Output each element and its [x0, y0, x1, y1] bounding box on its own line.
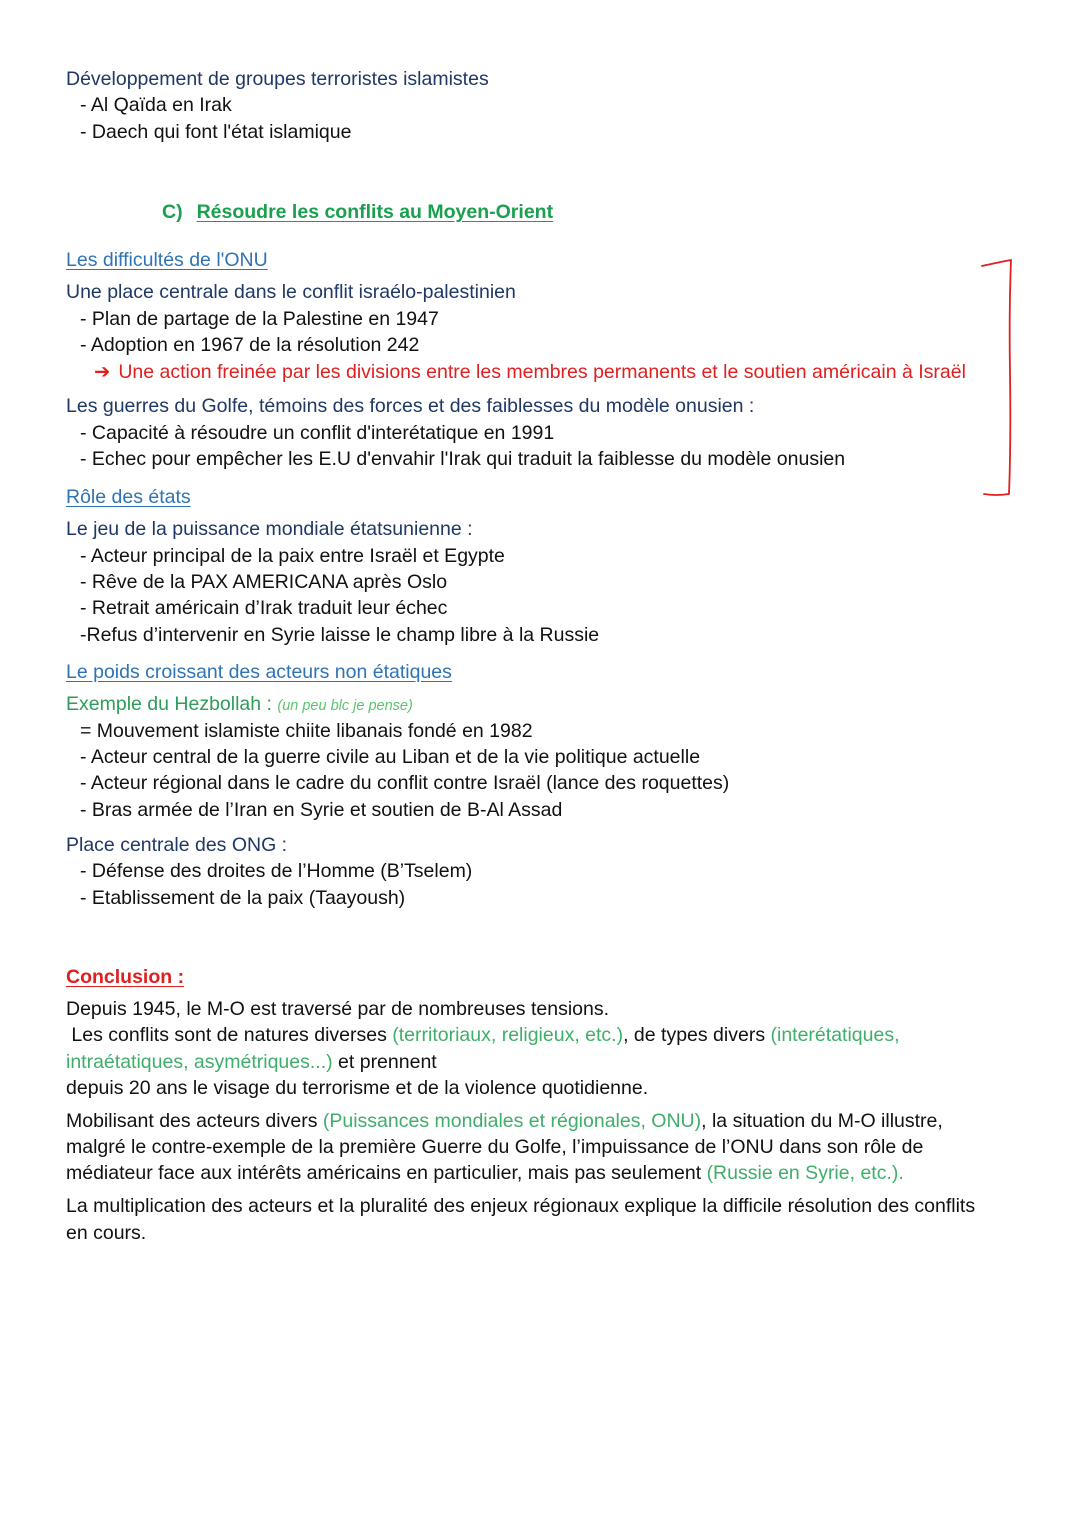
conclusion-line — [66, 1049, 437, 1075]
conclusion-line — [66, 1022, 900, 1048]
green-text-span: (territoriaux, religieux, etc.) — [392, 1024, 624, 1046]
text-span: , la situation du M-O illustre, — [701, 1110, 943, 1132]
conclusion-title: Conclusion : — [66, 966, 185, 988]
list-item: - Echec pour empêcher les E.U d'envahir l'Irak qui traduit la faiblesse du modèle onusien — [80, 448, 846, 470]
green-text-span: (interétatiques, — [770, 1024, 900, 1046]
hezbollah-title: Exemple du Hezbollah : — [66, 693, 272, 715]
green-text-span: (Russie en Syrie, etc.). — [706, 1162, 904, 1184]
text-span: Mobilisant des acteurs divers — [66, 1110, 323, 1132]
conclusion-line — [66, 1160, 904, 1186]
list-item: - Adoption en 1967 de la résolution 242 — [80, 334, 420, 356]
section-title-text: Résoudre les conflits au Moyen-Orient — [196, 201, 554, 223]
ong-subheading: Place centrale des ONG : — [66, 834, 288, 856]
text-span: médiateur face aux intérêts américains en particulier, mais pas seulement — [66, 1162, 707, 1184]
text-span: , de types divers — [623, 1024, 771, 1046]
section-c-title — [162, 199, 553, 225]
text-span: Les conflits sont de natures diverses — [66, 1024, 393, 1046]
onu-subheading-2: Les guerres du Golfe, témoins des forces et des faiblesses du modèle onusien : — [66, 395, 755, 417]
onu-heading: Les difficultés de l'ONU — [66, 249, 268, 271]
section-letter: C) — [162, 201, 183, 223]
list-item: - Acteur principal de la paix entre Israël et Egypte — [80, 545, 505, 567]
list-item: - Acteur régional dans le cadre du conflit contre Israël (lance des roquettes) — [80, 772, 730, 794]
green-text-span: intraétatiques, asymétriques...) — [66, 1051, 333, 1073]
text-span: et prennent — [332, 1051, 437, 1073]
list-item: - Acteur central de la guerre civile au Liban et de la vie politique actuelle — [80, 746, 701, 768]
conclusion-line: malgré le contre-exemple de la première Guerre du Golfe, l’impuissance de l’ONU dans son rôle de — [66, 1136, 924, 1158]
list-item: - Retrait américain d’Irak traduit leur échec — [80, 597, 448, 619]
list-item: - Daech qui font l'état islamique — [80, 121, 352, 143]
conclusion-line: depuis 20 ans le visage du terrorisme et de la violence quotidienne. — [66, 1077, 649, 1099]
list-item: - Rêve de la PAX AMERICANA après Oslo — [80, 571, 448, 593]
list-item: -Refus d’intervenir en Syrie laisse le champ libre à la Russie — [80, 624, 600, 646]
list-item: - Etablissement de la paix (Taayoush) — [80, 887, 406, 909]
etats-heading: Rôle des états — [66, 486, 191, 508]
conclusion-line: en cours. — [66, 1222, 147, 1244]
onu-conclusion-text: Une action freinée par les divisions entre les membres permanents et le soutien américain à Israël — [118, 361, 966, 383]
conclusion-line: La multiplication des acteurs et la pluralité des enjeux régionaux explique la difficile résolution des conflits — [66, 1195, 976, 1217]
conclusion-line: Depuis 1945, le M-O est traversé par de nombreuses tensions. — [66, 998, 610, 1020]
onu-subheading-1: Une place centrale dans le conflit israélo-palestinien — [66, 281, 516, 303]
list-item: - Bras armée de l’Iran en Syrie et soutien de B-Al Assad — [80, 799, 563, 821]
arrow-right-icon: ➔ — [94, 361, 111, 383]
onu-conclusion-line — [94, 359, 966, 385]
handwritten-note: (un peu blc je pense) — [277, 698, 413, 714]
list-item: = Mouvement islamiste chiite libanais fondé en 1982 — [80, 720, 533, 742]
hezbollah-subheading — [66, 691, 413, 719]
list-item: - Défense des droites de l’Homme (B’Tselem) — [80, 860, 473, 882]
non-etatiques-heading: Le poids croissant des acteurs non étatiques — [66, 661, 452, 683]
terrorism-heading: Développement de groupes terroristes islamistes — [66, 68, 489, 90]
list-item: - Capacité à résoudre un conflit d'interétatique en 1991 — [80, 422, 555, 444]
red-bracket-annotation — [978, 252, 1018, 502]
list-item: - Al Qaïda en Irak — [80, 94, 232, 116]
green-text-span: (Puissances mondiales et régionales, ONU) — [322, 1110, 702, 1132]
etats-subheading: Le jeu de la puissance mondiale étatsunienne : — [66, 518, 473, 540]
list-item: - Plan de partage de la Palestine en 1947 — [80, 308, 439, 330]
conclusion-line — [66, 1108, 943, 1134]
